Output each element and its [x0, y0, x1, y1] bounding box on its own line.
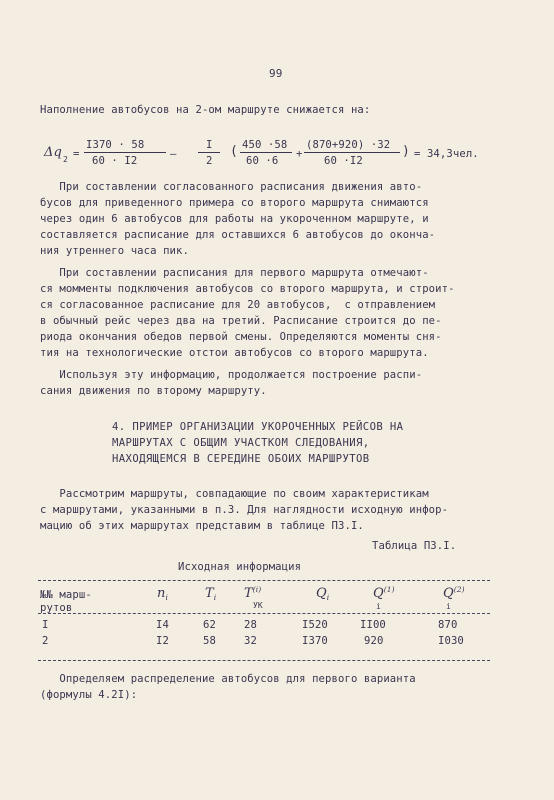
cell-route: I — [42, 619, 49, 631]
cell-tuk: 32 — [244, 635, 257, 647]
cell-q1: II00 — [360, 619, 386, 631]
cell-n: I2 — [156, 635, 169, 647]
table-label: Таблица П3.I. — [372, 540, 457, 552]
header-route: №№ марш- — [40, 589, 92, 601]
header-q1-sub: i — [376, 602, 381, 611]
header-q1: $Q^{(1)}$ — [373, 585, 395, 601]
paragraph-line: Определяем распределение автобусов для первого варианта — [40, 673, 416, 685]
cell-q: I370 — [302, 635, 328, 647]
paragraph-line: с маршрутами, указанными в п.3. Для наглядности исходную инфор- — [40, 504, 449, 516]
paragraph-line: через один 6 автобусов для работы на укороченном маршруте, и — [40, 213, 429, 225]
page-number: 99 — [269, 67, 283, 80]
formula-f2-num: I — [206, 139, 213, 151]
paragraph-line: (формулы 4.2I): — [40, 689, 138, 701]
paragraph-line: ся момменты подключения автобусов со второго маршрута, и строит- — [40, 283, 455, 295]
paragraph-line: Рассмотрим маршруты, совпадающие по своим характеристикам — [40, 488, 429, 500]
formula-f3-den: 60 ·6 — [246, 155, 279, 167]
formula-f4-bar — [304, 152, 400, 153]
formula-f4-num: (870+920) ·32 — [306, 139, 391, 151]
cell-route: 2 — [42, 635, 49, 647]
paragraph-line: в обычный рейс через два на третий. Расписание строится до пе- — [40, 315, 442, 327]
table-title: Исходная информация — [178, 561, 302, 573]
paragraph-line: составляется расписание для оставшихся 6 автобусов до оконча- — [40, 229, 436, 241]
paragraph-line: ся согласованное расписание для 20 автобусов, с отправлением — [40, 299, 436, 311]
table-rule-header — [38, 613, 490, 614]
paragraph-line: мацию об этих маршрутах представим в таблице П3.I. — [40, 520, 364, 532]
cell-t: 58 — [203, 635, 216, 647]
header-q2: $Q^{(2)}$ — [443, 585, 465, 601]
heading-line: МАРШРУТАХ С ОБЩИМ УЧАСТКОМ СЛЕДОВАНИЯ, — [112, 437, 370, 449]
formula-f4-den: 60 ·I2 — [324, 155, 363, 167]
header-t: $T_i$ — [205, 586, 217, 602]
formula-f1-num: I370 · 58 — [86, 139, 145, 151]
formula-plus: + — [296, 148, 303, 160]
cell-n: I4 — [156, 619, 169, 631]
cell-t: 62 — [203, 619, 216, 631]
cell-q1: 920 — [364, 635, 384, 647]
table-rule-bottom — [38, 660, 490, 661]
formula-result: = 34,3чел. — [414, 148, 479, 160]
cell-q: I520 — [302, 619, 328, 631]
paragraph-line: бусов для приведенного примера со второго маршрута снимаются — [40, 197, 429, 209]
formula-open-paren: ( — [230, 144, 238, 159]
paragraph-line: При составлении согласованного расписания движения авто- — [40, 181, 423, 193]
paragraph-line: Используя эту информацию, продолжается построение распи- — [40, 369, 423, 381]
formula-f3-bar — [240, 152, 292, 153]
heading-line: 4. ПРИМЕР ОРГАНИЗАЦИИ УКОРОЧЕННЫХ РЕЙСОВ НА — [112, 421, 404, 433]
formula-lhs-symbol: Δq — [44, 145, 62, 160]
cell-q2: 870 — [438, 619, 458, 631]
formula-f1-bar — [84, 152, 166, 153]
paragraph-line: тия на технологические отстои автобусов со второго маршрута. — [40, 347, 429, 359]
paragraph-line: сания движения по второму маршруту. — [40, 385, 267, 397]
formula-f1-den: 60 · I2 — [92, 155, 138, 167]
paragraph-line: риода окончания обедов первой смены. Определяются моменты сня- — [40, 331, 442, 343]
formula-lhs-sub: 2 — [63, 155, 68, 164]
intro-line: Наполнение автобусов на 2-ом маршруте снижается на: — [40, 104, 371, 116]
header-tuk-sub: УК — [253, 601, 263, 610]
cell-tuk: 28 — [244, 619, 257, 631]
header-q2-sub: i — [446, 602, 451, 611]
formula-eq: = — [73, 148, 80, 160]
header-route-2: рутов — [40, 602, 73, 614]
paragraph-line: ния утреннего часа пик. — [40, 245, 189, 257]
formula-f3-num: 450 ·58 — [242, 139, 288, 151]
paragraph-line: При составлении расписания для первого маршрута отмечают- — [40, 267, 429, 279]
formula-close-paren: ) — [402, 144, 410, 159]
header-tuk: $T^{(i)}$ — [244, 585, 262, 601]
formula-f2-bar — [198, 152, 220, 153]
formula-f2-den: 2 — [206, 155, 213, 167]
header-q: $Q_i$ — [316, 586, 330, 602]
table-rule-top — [38, 580, 490, 581]
heading-line: НАХОДЯЩЕМСЯ В СЕРЕДИНЕ ОБОИХ МАРШРУТОВ — [112, 453, 370, 465]
cell-q2: I030 — [438, 635, 464, 647]
header-n: $n_i$ — [157, 586, 168, 602]
formula-minus: – — [170, 148, 177, 160]
